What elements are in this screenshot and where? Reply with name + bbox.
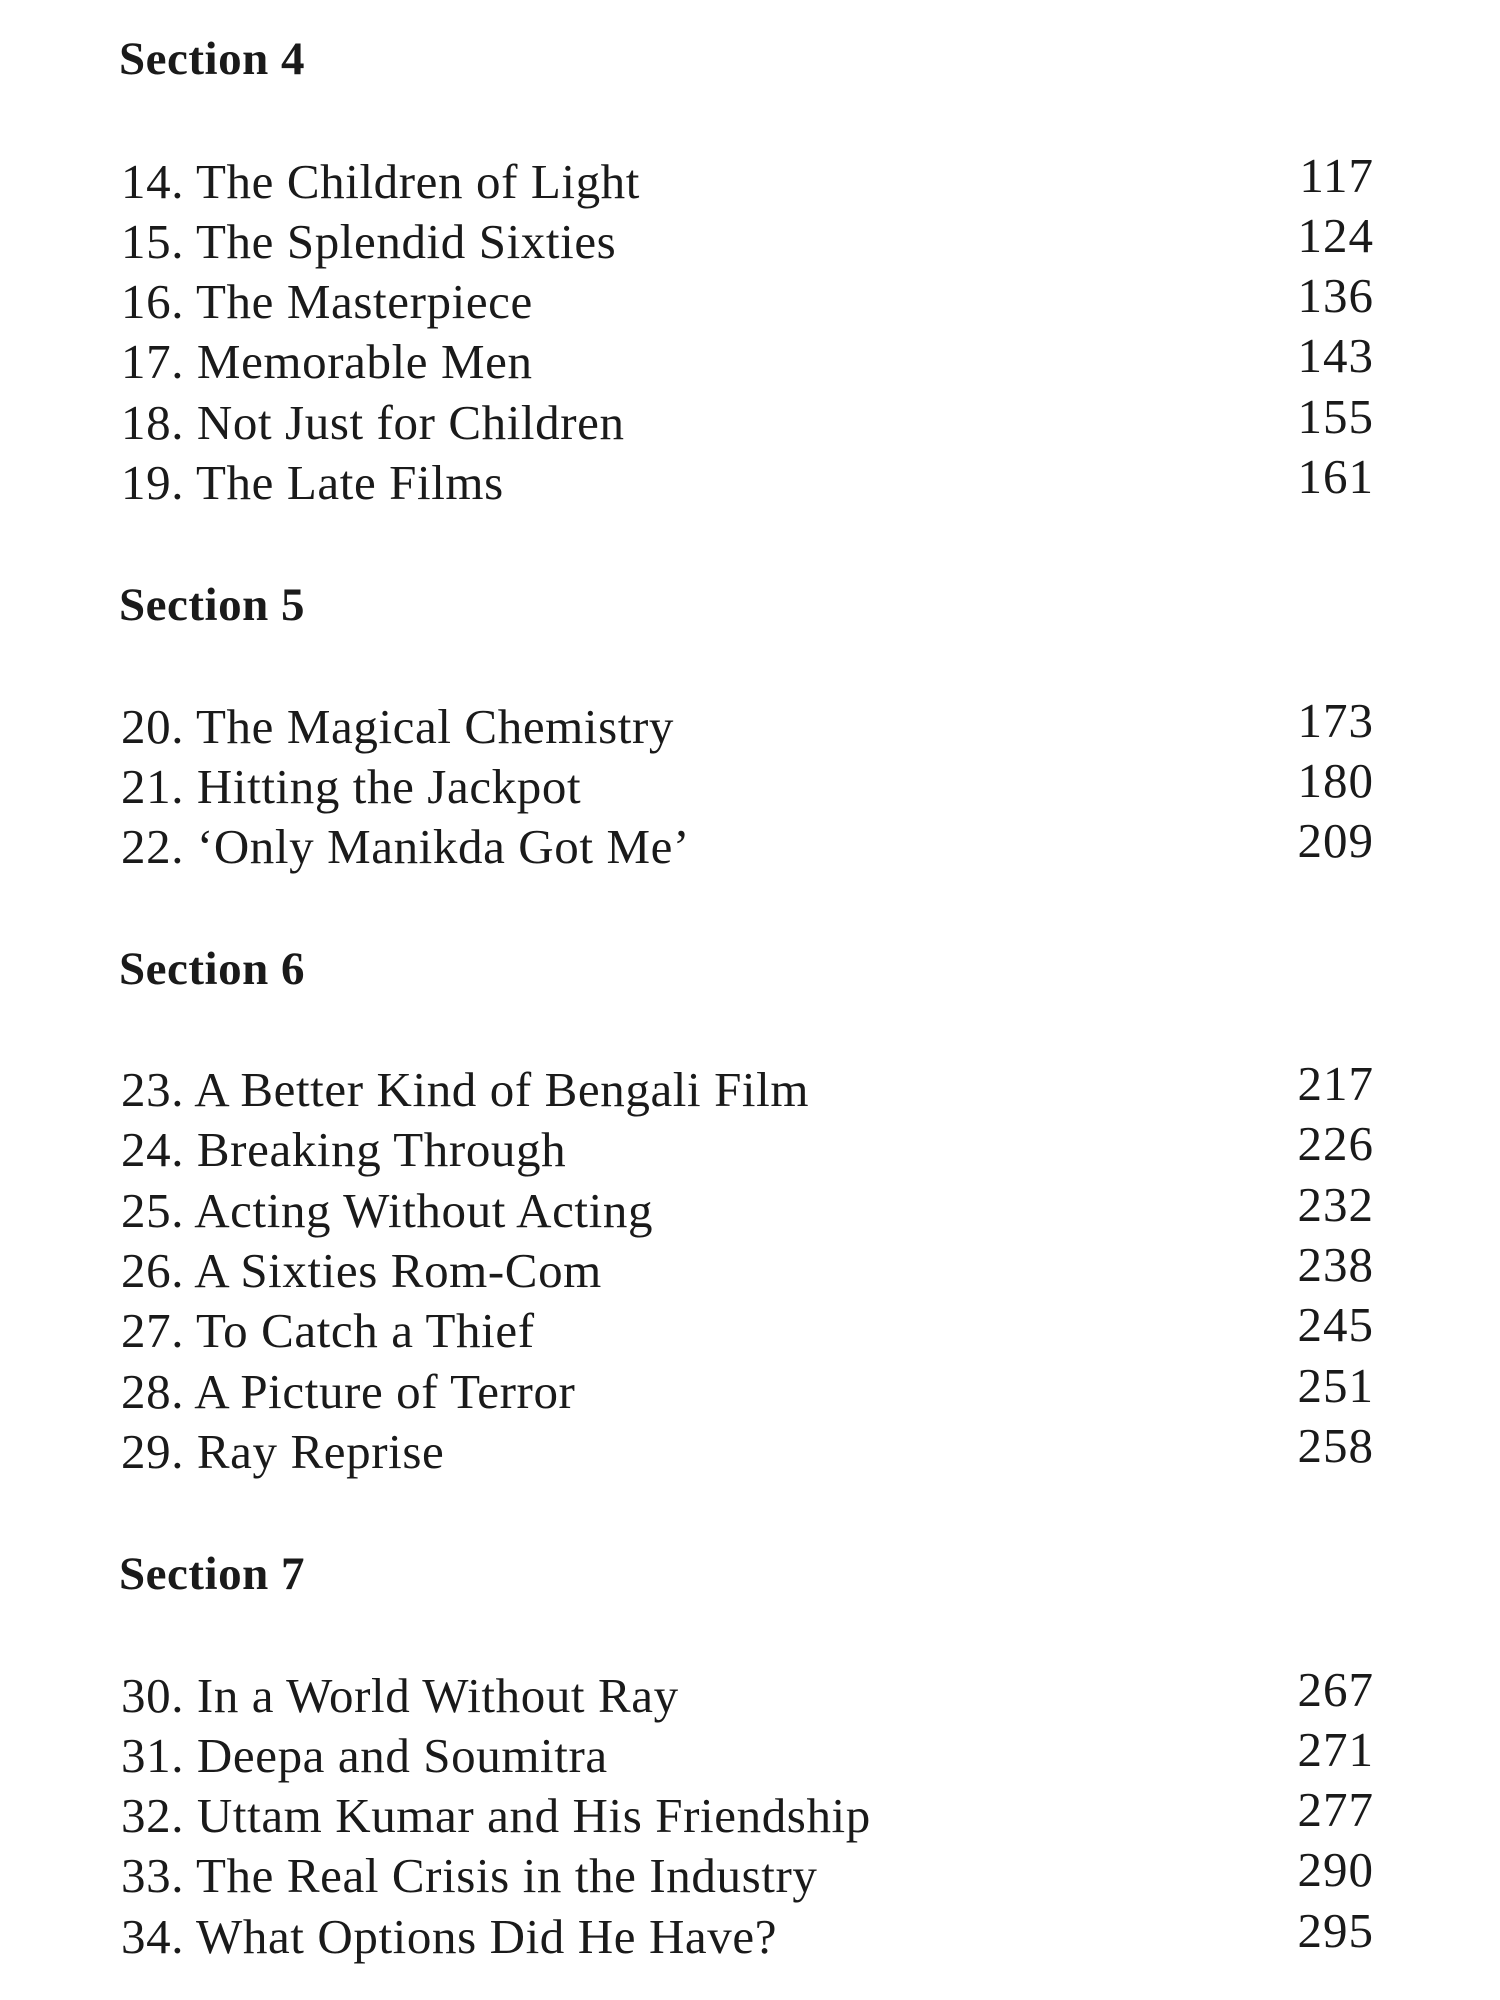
toc-entry (121, 268, 1374, 332)
toc-entry-title: 19. The Late Films (121, 455, 504, 510)
section-heading: Section 7 (119, 1548, 305, 1600)
toc-entry-page: 232 (1297, 1177, 1374, 1232)
toc-entry-page: 238 (1297, 1237, 1374, 1292)
toc-entry-page: 251 (1297, 1358, 1374, 1413)
toc-entry (121, 1842, 1374, 1906)
toc-entry-title: 30. In a World Without Ray (121, 1668, 679, 1723)
toc-entry (121, 753, 1374, 817)
toc-entry-title: 28. A Picture of Terror (121, 1364, 576, 1419)
toc-entry-page: 180 (1297, 753, 1374, 808)
toc-entry-title: 29. Ray Reprise (121, 1424, 445, 1479)
toc-entry-page: 173 (1297, 693, 1374, 748)
toc-entry-title: 23. A Better Kind of Bengali Film (121, 1062, 810, 1117)
toc-entry (121, 1056, 1374, 1120)
toc-entry-title: 25. Acting Without Acting (121, 1183, 654, 1238)
section-heading: Section 4 (119, 33, 305, 85)
toc-entry-page: 161 (1297, 449, 1374, 504)
toc-entry (121, 1177, 1374, 1241)
toc-entry-page: 143 (1297, 328, 1374, 383)
toc-entry (121, 148, 1374, 212)
toc-entry (121, 1662, 1374, 1726)
toc-entry-title: 17. Memorable Men (121, 334, 533, 389)
toc-entry-title: 20. The Magical Chemistry (121, 699, 674, 754)
toc-entry-title: 32. Uttam Kumar and His Friendship (121, 1788, 871, 1843)
toc-entry (121, 1358, 1374, 1422)
toc-entry-page: 124 (1297, 208, 1374, 263)
toc-entry-title: 15. The Splendid Sixties (121, 214, 617, 269)
toc-entry-title: 31. Deepa and Soumitra (121, 1728, 608, 1783)
toc-entry-title: 27. To Catch a Thief (121, 1303, 535, 1358)
toc-entry-page: 271 (1297, 1722, 1374, 1777)
toc-entry (121, 1722, 1374, 1786)
toc-entry-page: 290 (1297, 1842, 1374, 1897)
toc-entry-title: 14. The Children of Light (121, 154, 640, 209)
toc-entry-page: 245 (1297, 1297, 1374, 1352)
toc-entry (121, 1418, 1374, 1482)
toc-entry-title: 34. What Options Did He Have? (121, 1909, 778, 1964)
toc-entry-title: 21. Hitting the Jackpot (121, 759, 582, 814)
toc-entry (121, 1903, 1374, 1967)
section-heading: Section 5 (119, 579, 305, 631)
toc-entry-page: 217 (1297, 1056, 1374, 1111)
toc-entry (121, 813, 1374, 877)
toc-entry-page: 267 (1297, 1662, 1374, 1717)
toc-entry-page: 117 (1299, 148, 1374, 203)
toc-entry-page: 155 (1297, 389, 1374, 444)
toc-entry (121, 389, 1374, 453)
toc-entry-title: 33. The Real Crisis in the Industry (121, 1848, 818, 1903)
toc-entry-title: 18. Not Just for Children (121, 395, 625, 450)
toc-entry (121, 1237, 1374, 1301)
toc-entry (121, 328, 1374, 392)
toc-entry-title: 24. Breaking Through (121, 1122, 567, 1177)
toc-entry-title: 22. ‘Only Manikda Got Me’ (121, 819, 690, 874)
toc-entry-title: 16. The Masterpiece (121, 274, 533, 329)
toc-entry (121, 1116, 1374, 1180)
toc-entry (121, 1782, 1374, 1846)
toc-entry (121, 208, 1374, 272)
toc-entry-title: 26. A Sixties Rom-Com (121, 1243, 602, 1298)
toc-entry (121, 449, 1374, 513)
toc-entry (121, 1297, 1374, 1361)
toc-entry-page: 226 (1297, 1116, 1374, 1171)
toc-entry-page: 258 (1297, 1418, 1374, 1473)
toc-entry-page: 209 (1297, 813, 1374, 868)
toc-entry-page: 136 (1297, 268, 1374, 323)
section-heading: Section 6 (119, 943, 305, 995)
toc-entry-page: 277 (1297, 1782, 1374, 1837)
toc-entry-page: 295 (1297, 1903, 1374, 1958)
toc-entry (121, 693, 1374, 757)
